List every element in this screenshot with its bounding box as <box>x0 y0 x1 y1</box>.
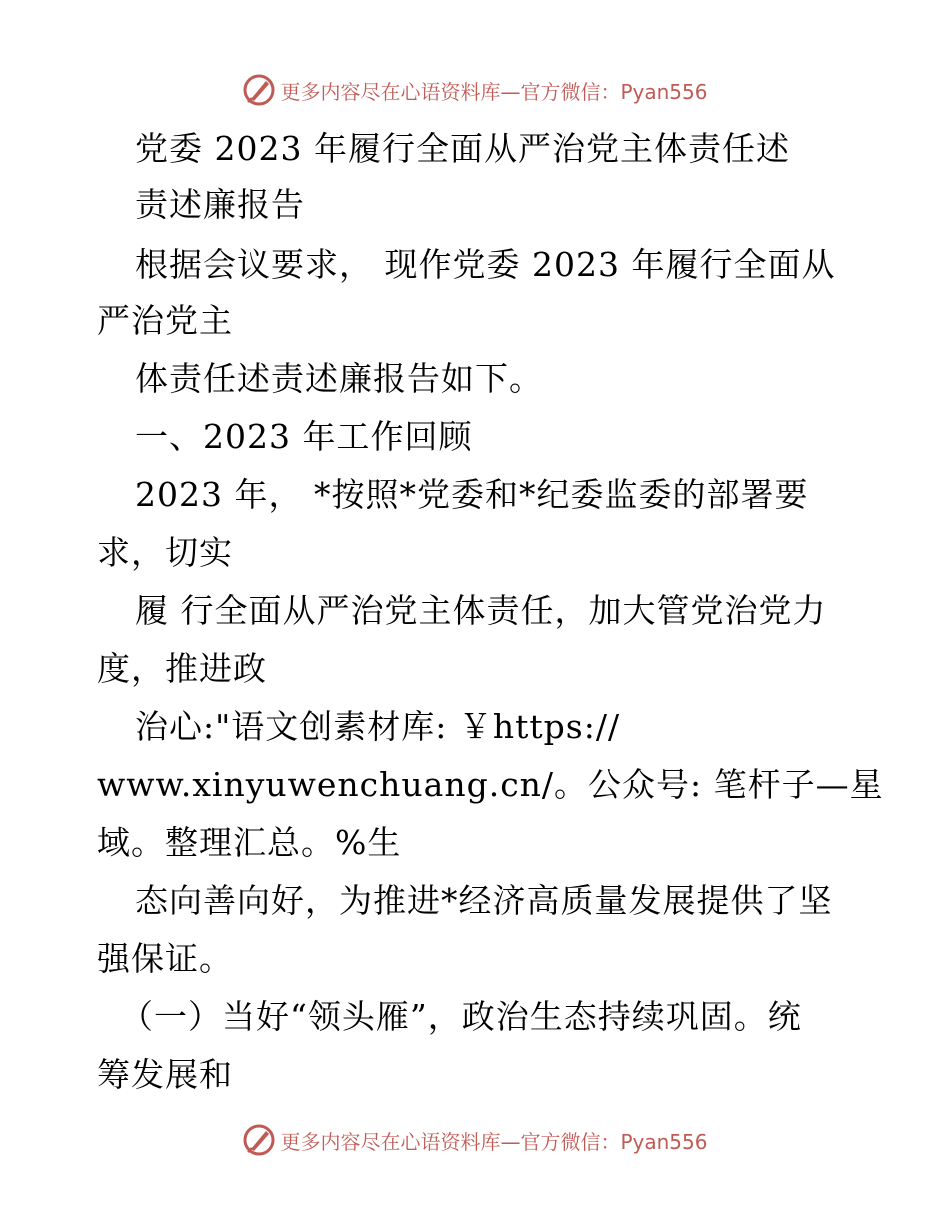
text-line: （一）当好“领头雁”，政治生态持续巩固。统 <box>120 997 802 1036</box>
text-line: 履 行全面从严治党主体责任，加大管党治党力 <box>135 591 827 630</box>
header-banner <box>0 70 950 110</box>
quill-logo-icon <box>242 73 276 107</box>
text-line: 度，推进政 <box>97 649 267 688</box>
text-line: 2023 年， *按照*党委和*纪委监委的部署要 <box>135 475 809 514</box>
footer-banner-text: 更多内容尽在心语资料库—官方微信：Pyan556 <box>280 1129 708 1154</box>
quill-logo-icon <box>242 1123 276 1157</box>
text-line: 责述廉报告 <box>135 185 305 224</box>
text-line: www.xinyuwenchuang.cn/。公众号: 笔杆子—星 <box>97 765 884 804</box>
text-line: 筹发展和 <box>97 1055 233 1094</box>
text-line: 强保证。 <box>97 939 233 978</box>
text-line: 严治党主 <box>97 301 233 340</box>
text-line: 求，切实 <box>97 533 233 572</box>
footer-banner <box>0 1120 950 1160</box>
text-line: 体责任述责述廉报告如下。 <box>135 359 543 398</box>
text-line: 态向善向好，为推进*经济高质量发展提供了坚 <box>135 881 833 920</box>
text-line: 根据会议要求， 现作党委 2023 年履行全面从 <box>135 245 836 284</box>
text-line: 治心:"语文创素材库: ￥https:// <box>135 707 621 746</box>
header-banner-text: 更多内容尽在心语资料库—官方微信：Pyan556 <box>280 79 708 104</box>
text-line: 一、2023 年工作回顾 <box>135 417 473 456</box>
text-line: 域。整理汇总。%生 <box>97 823 402 862</box>
text-line: 党委 2023 年履行全面从严治党主体责任述 <box>135 129 790 168</box>
